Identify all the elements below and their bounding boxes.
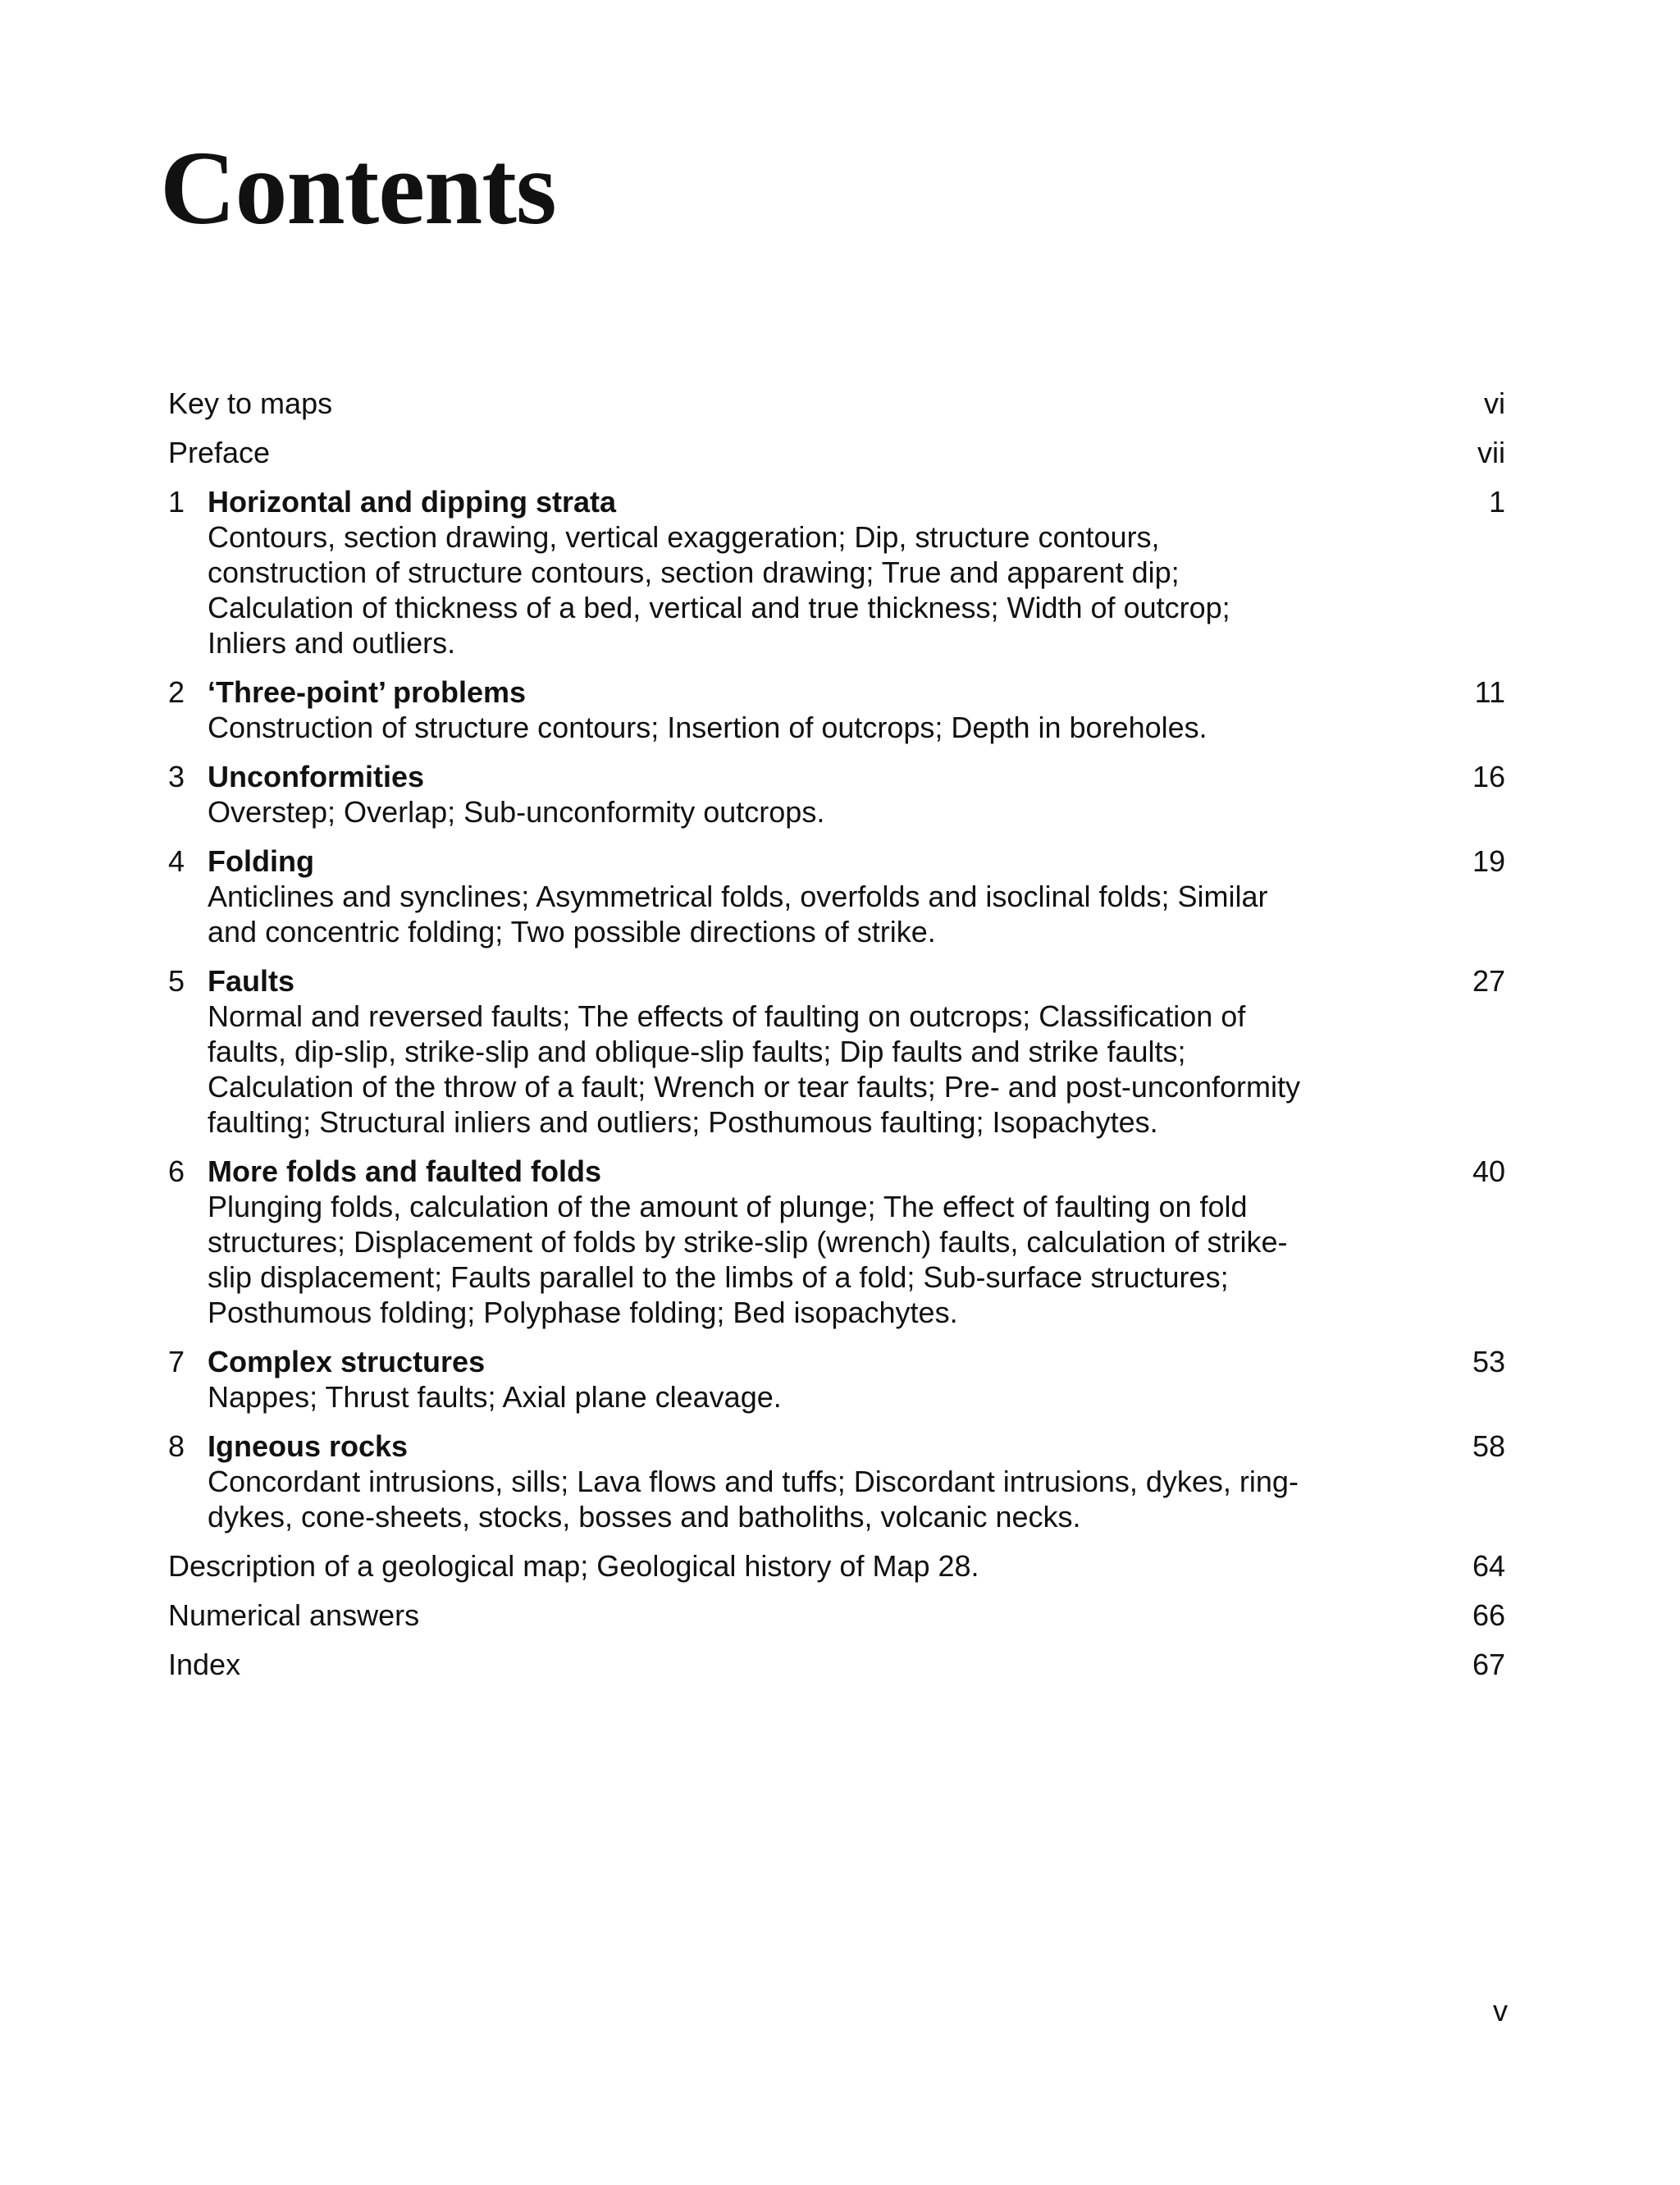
toc-chapter-7 bbox=[168, 1344, 1505, 1415]
chapter-description: Normal and reversed faults; The effects of faulting on outcrops; Classification of faults, dip-slip, strike-slip and oblique-slip faults; Dip faults and strike faults; Calculation of the throw of a fault; Wrench or tear faults; Pre- and post-unconformity faulting; Structural inliers and outliers; Posthumous faulting; Isopachytes. bbox=[208, 999, 1300, 1139]
toc-page-number: vi bbox=[1484, 386, 1505, 420]
chapter-number: 2 bbox=[168, 675, 185, 709]
chapter-number: 5 bbox=[168, 964, 185, 998]
toc-page-number: 16 bbox=[1472, 760, 1505, 793]
chapter-title: Faults bbox=[208, 964, 295, 998]
toc-chapter-1 bbox=[168, 484, 1505, 661]
chapter-description: Overstep; Overlap; Sub-unconformity outcrops. bbox=[208, 795, 825, 829]
table-of-contents bbox=[168, 386, 1505, 1696]
toc-page-number: 19 bbox=[1472, 844, 1505, 878]
toc-page-number: 40 bbox=[1472, 1154, 1505, 1188]
chapter-number: 1 bbox=[168, 485, 185, 519]
page-folio: v bbox=[1493, 1994, 1508, 2027]
toc-page-number: 27 bbox=[1472, 964, 1505, 998]
chapter-title: ‘Three-point’ problems bbox=[208, 675, 527, 709]
toc-chapter-3 bbox=[168, 759, 1505, 830]
toc-entry-label: Preface bbox=[168, 436, 271, 469]
toc-page-number: 64 bbox=[1472, 1549, 1505, 1583]
toc-entry-numerical-answers bbox=[168, 1598, 1505, 1633]
toc-page-number: vii bbox=[1477, 436, 1505, 469]
page-title: Contents bbox=[160, 130, 556, 246]
toc-page-number: 67 bbox=[1472, 1648, 1505, 1681]
chapter-number: 4 bbox=[168, 844, 185, 878]
chapter-title: Horizontal and dipping strata bbox=[208, 485, 617, 519]
toc-entry-index bbox=[168, 1647, 1505, 1682]
chapter-description: Concordant intrusions, sills; Lava flows and tuffs; Discordant intrusions, dykes, ring-dykes, cone-sheets, stocks, bosses and batholiths, volcanic necks. bbox=[208, 1465, 1299, 1534]
toc-page-number: 11 bbox=[1474, 675, 1505, 709]
chapter-number: 8 bbox=[168, 1429, 185, 1463]
chapter-number: 6 bbox=[168, 1154, 185, 1188]
chapter-title: Unconformities bbox=[208, 760, 425, 793]
chapter-description: Plunging folds, calculation of the amount of plunge; The effect of faulting on fold structures; Displacement of folds by strike-slip (wrench) faults, calculation of strike-slip displacement; Faults parallel to the limbs of a fold; Sub-surface structures; Posthumous folding; Polyphase folding; Bed isopachytes. bbox=[208, 1190, 1288, 1329]
toc-entry-geological-map-description bbox=[168, 1548, 1505, 1584]
toc-entry-preface bbox=[168, 435, 1505, 470]
toc-entry-label: Description of a geological map; Geological history of Map 28. bbox=[168, 1549, 979, 1583]
toc-entry-label: Key to maps bbox=[168, 386, 333, 420]
toc-page-number: 58 bbox=[1472, 1429, 1505, 1463]
toc-page-number: 53 bbox=[1472, 1345, 1505, 1378]
chapter-number: 3 bbox=[168, 760, 185, 793]
chapter-description: Contours, section drawing, vertical exaggeration; Dip, structure contours, construction of structure contours, section drawing; True and apparent dip; Calculation of thickness of a bed, vertical and true thickness; Width of outcrop; Inliers and outliers. bbox=[208, 520, 1230, 660]
chapter-title: Complex structures bbox=[208, 1345, 486, 1378]
toc-chapter-5 bbox=[168, 963, 1505, 1140]
chapter-description: Nappes; Thrust faults; Axial plane cleavage. bbox=[208, 1380, 782, 1414]
toc-entry-label: Index bbox=[168, 1648, 241, 1681]
toc-chapter-4 bbox=[168, 843, 1505, 949]
chapter-description: Anticlines and synclines; Asymmetrical folds, overfolds and isoclinal folds; Similar and concentric folding; Two possible directions of strike. bbox=[208, 880, 1268, 949]
chapter-title: Folding bbox=[208, 844, 314, 878]
toc-chapter-2 bbox=[168, 674, 1505, 745]
chapter-description: Construction of structure contours; Insertion of outcrops; Depth in boreholes. bbox=[208, 711, 1208, 744]
toc-page-number: 1 bbox=[1488, 485, 1505, 519]
chapter-number: 7 bbox=[168, 1345, 185, 1378]
toc-entry-label: Numerical answers bbox=[168, 1598, 420, 1632]
toc-entry-key-to-maps bbox=[168, 386, 1505, 421]
chapter-title: Igneous rocks bbox=[208, 1429, 409, 1463]
toc-page-number: 66 bbox=[1472, 1598, 1505, 1632]
toc-chapter-6 bbox=[168, 1154, 1505, 1330]
toc-chapter-8 bbox=[168, 1428, 1505, 1534]
chapter-title: More folds and faulted folds bbox=[208, 1154, 602, 1188]
